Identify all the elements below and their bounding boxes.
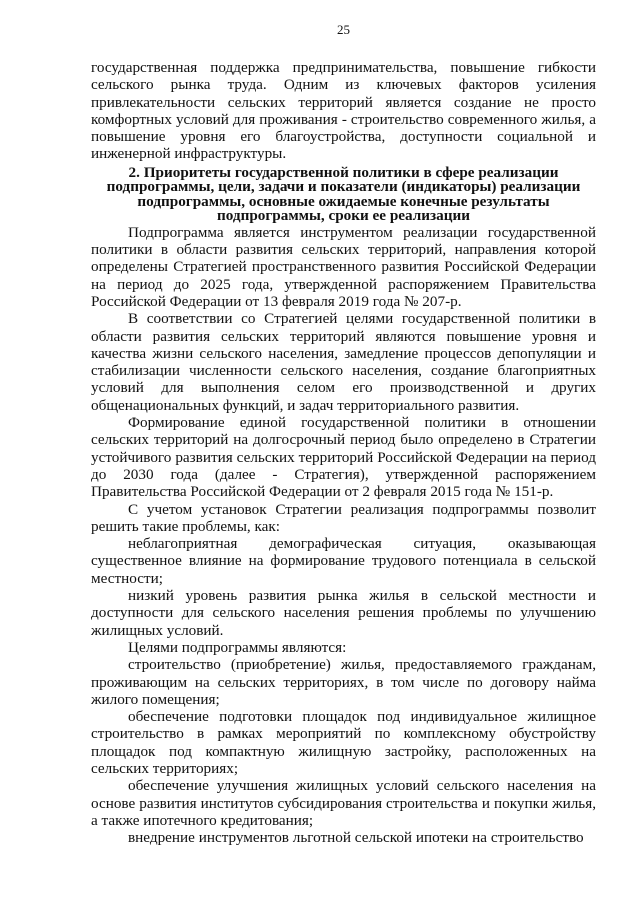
list-paragraph: низкий уровень развития рынка жилья в сельской местности и доступности для сельского населения решения проблемы по улучшению жилищных условий. bbox=[91, 587, 596, 639]
section-heading-line: подпрограммы, основные ожидаемые конечные результаты bbox=[137, 192, 550, 210]
section-heading-line: подпрограммы, цели, задачи и показатели (индикаторы) реализации bbox=[106, 178, 581, 196]
list-paragraph: внедрение инструментов льготной сельской ипотеки на строительство bbox=[128, 829, 584, 847]
paragraph: Целями подпрограммы являются: bbox=[128, 638, 347, 656]
paragraph: Формирование единой государственной политики в отношении сельских территорий на долгосрочный период было определено в Стратегии устойчивого развития сельских территорий Российской Федерации на период до 2030 года (далее - Стратегия), утвержденной распоряжением Правительства Российской Федерации от 2 февраля 2015 года № 151-р. bbox=[91, 414, 596, 501]
section-heading-line: подпрограммы, сроки ее реализации bbox=[217, 207, 470, 225]
section-heading bbox=[91, 163, 596, 225]
paragraph-continuation: государственная поддержка предпринимательства, повышение гибкости сельского рынка труда. Одним из ключевых факторов усиления привлекательности сельских территорий является создание не просто комфортных условий для проживания - строительство современного жилья, а повышение уровня его благоустройства, доступности социальной и инженерной инфраструктуры. bbox=[91, 59, 596, 163]
page-number: 25 bbox=[337, 22, 350, 37]
section-heading-line: 2. Приоритеты государственной политики в сфере реализации bbox=[128, 163, 559, 181]
list-paragraph: обеспечение улучшения жилищных условий сельского населения на основе развития институтов субсидирования строительства и покупки жилья, а также ипотечного кредитования; bbox=[91, 777, 596, 829]
list-paragraph: строительство (приобретение) жилья, предоставляемого гражданам, проживающим на сельских территориях, в том числе по договору найма жилого помещения; bbox=[91, 656, 596, 708]
paragraph: Подпрограмма является инструментом реализации государственной политики в области развития сельских территорий, направления которой определены Стратегией пространственного развития Российской Федерации на период до 2025 года, утвержденной распоряжением Правительства Российской Федерации от 13 февраля 2019 года № 207-р. bbox=[91, 223, 596, 310]
paragraph: С учетом установок Стратегии реализация подпрограммы позволит решить такие проблемы, как: bbox=[91, 500, 596, 535]
list-paragraph: обеспечение подготовки площадок под индивидуальное жилищное строительство в рамках мероприятий по комплексному обустройству площадок под компактную жилищную застройку, расположенных на сельских территориях; bbox=[91, 708, 596, 777]
document-page bbox=[91, 22, 596, 846]
paragraph: В соответствии со Стратегией целями государственной политики в области развития сельских территорий являются повышение уровня и качества жизни сельского населения, замедление процессов депопуляции и стабилизации численности сельского населения, создание благоприятных условий для выполнения селом его производственной и других общенациональных функций, и задач территориального развития. bbox=[91, 310, 596, 414]
list-paragraph: неблагоприятная демографическая ситуация, оказывающая существенное влияние на формирование трудового потенциала в сельской местности; bbox=[91, 535, 596, 587]
